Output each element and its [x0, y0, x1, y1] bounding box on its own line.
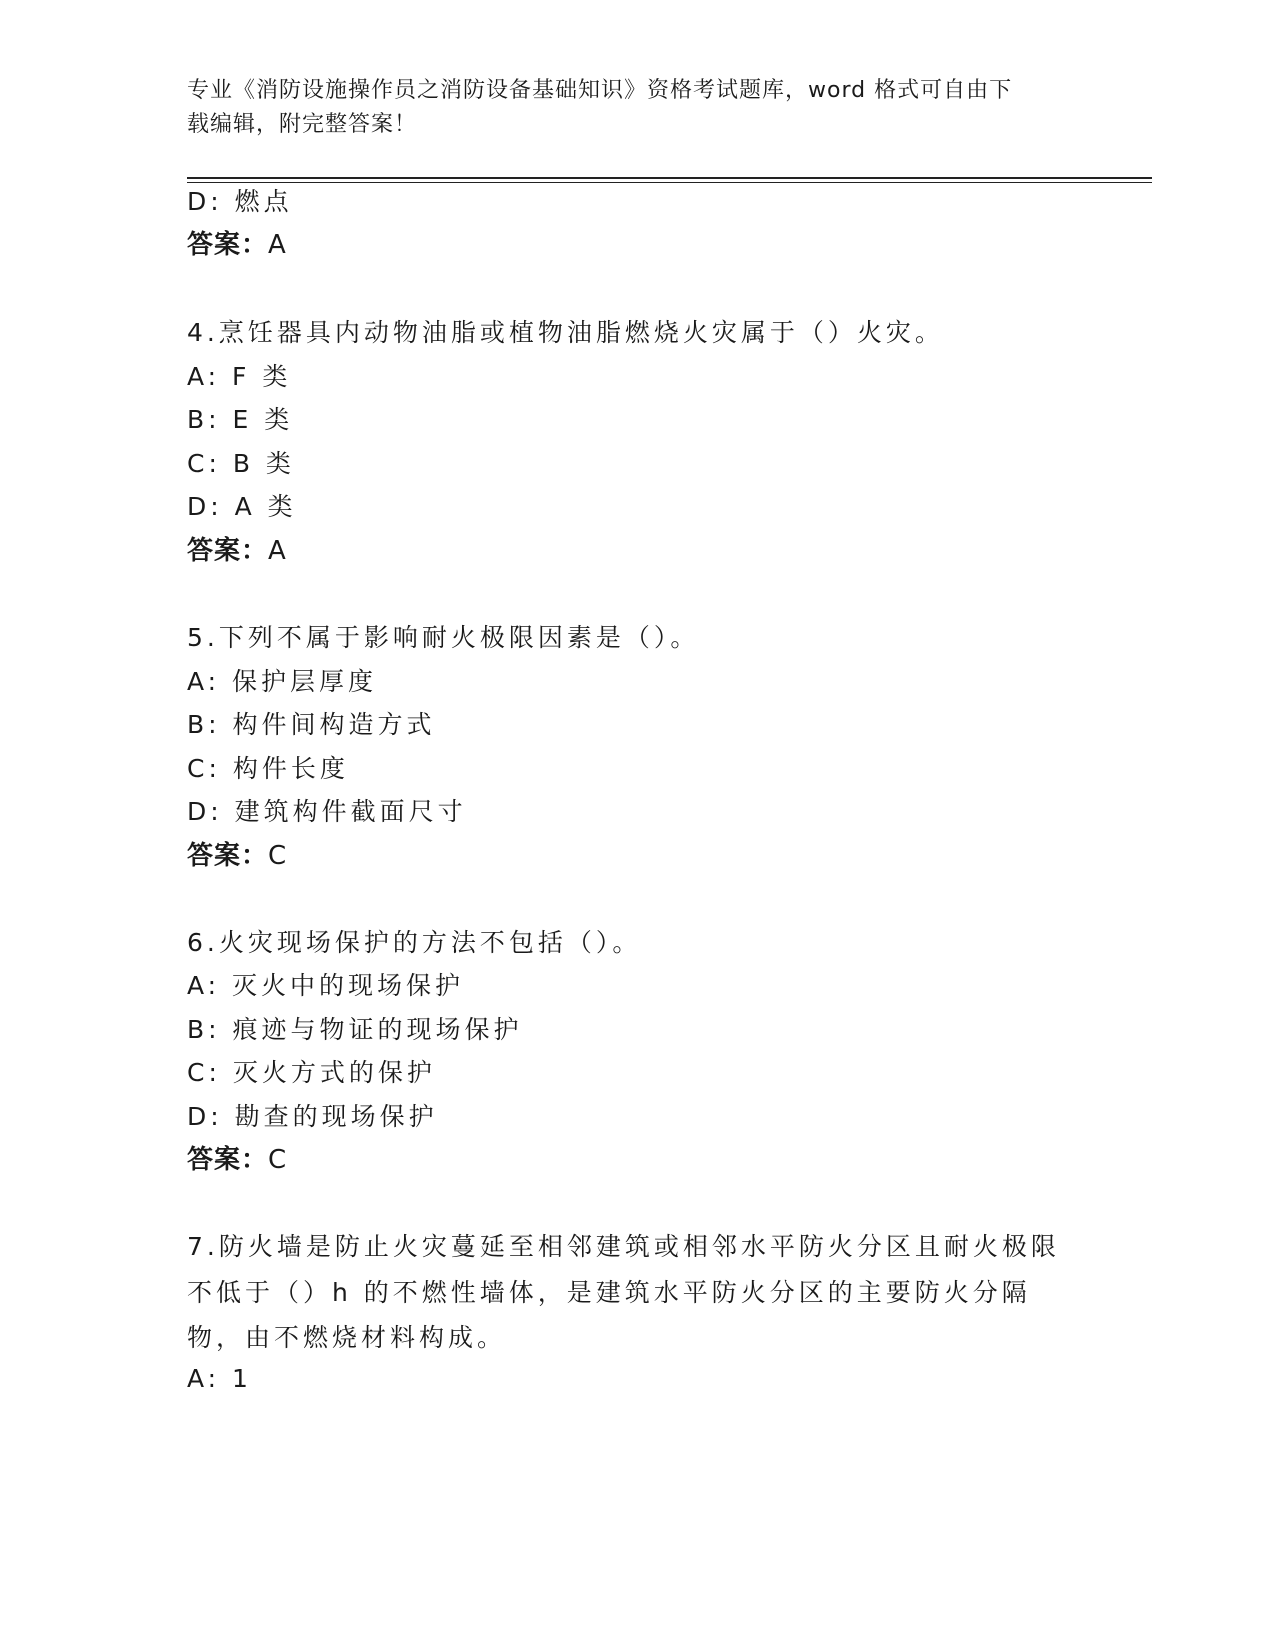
q5-answer-value: C — [268, 841, 288, 871]
header-rule-thick — [187, 177, 1152, 179]
q6-option-c: C: 灭火方式的保护 — [187, 1058, 436, 1087]
q4-answer — [187, 535, 287, 567]
q4-stem: 4.烹饪器具内动物油脂或植物油脂燃烧火灾属于（）火灾。 — [187, 318, 944, 347]
q5-option-d: D: 建筑构件截面尺寸 — [187, 797, 467, 826]
q4-option-a: A: F 类 — [187, 362, 292, 391]
q6-answer-value: C — [268, 1145, 288, 1175]
q4-answer-label: 答案： — [187, 536, 269, 566]
q5-option-c: C: 构件长度 — [187, 754, 349, 783]
q5-answer-label: 答案： — [187, 841, 269, 871]
q4-option-d: D: A 类 — [187, 492, 297, 521]
q5-option-a: A: 保护层厚度 — [187, 667, 378, 696]
q6-option-a: A: 灭火中的现场保护 — [187, 971, 465, 1000]
q3-answer — [187, 229, 287, 261]
q7-option-a: A: 1 — [187, 1364, 252, 1393]
q6-answer-label: 答案： — [187, 1145, 269, 1175]
q3-option-d: D: 燃点 — [187, 187, 293, 216]
header-line-2: 载编辑，附完整答案！ — [187, 112, 418, 137]
q6-answer — [187, 1144, 287, 1176]
q3-answer-value: A — [268, 230, 287, 260]
q6-option-d: D: 勘查的现场保护 — [187, 1102, 438, 1131]
header-rule-thin — [187, 182, 1152, 183]
q5-answer — [187, 840, 287, 872]
q3-answer-label: 答案： — [187, 230, 269, 260]
q4-option-b: B: E 类 — [187, 405, 294, 434]
q5-stem: 5.下列不属于影响耐火极限因素是（）。 — [187, 623, 700, 652]
q4-option-c: C: B 类 — [187, 449, 295, 478]
q7-stem: 7.防火墙是防止火灾蔓延至相邻建筑或相邻水平防火分区且耐火极限不低于（）h 的不燃性墙体，是建筑水平防火分区的主要防火分隔物，由不燃烧材料构成。 — [187, 1232, 1060, 1352]
q5-option-b: B: 构件间构造方式 — [187, 710, 436, 739]
document-header — [187, 74, 1087, 142]
header-line-1: 专业《消防设施操作员之消防设备基础知识》资格考试题库，word 格式可自由下 — [187, 78, 1013, 103]
q6-option-b: B: 痕迹与物证的现场保护 — [187, 1015, 523, 1044]
q6-stem: 6.火灾现场保护的方法不包括（）。 — [187, 928, 642, 957]
q4-answer-value: A — [268, 536, 287, 566]
